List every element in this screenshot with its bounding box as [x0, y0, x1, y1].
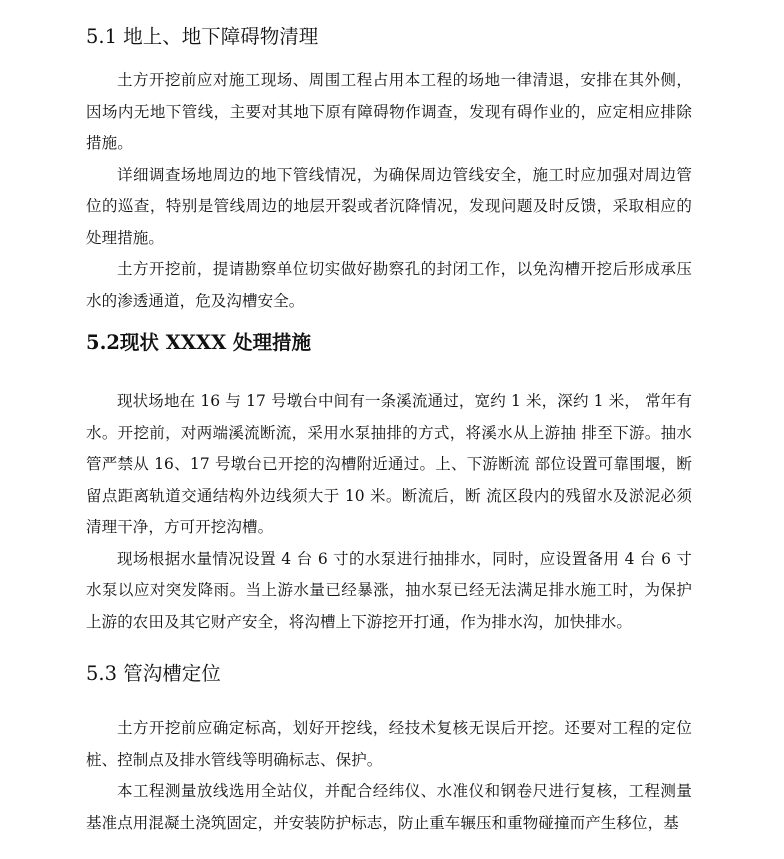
- paragraph: 土方开挖前应对施工现场、周围工程占用本工程的场地一律清退，安排在其外侧，因场内无地下管线，主要对其地下原有障碍物作调查，发现有碍作业的，应定相应排除措施。: [86, 71, 692, 152]
- paragraph: 土方开挖前应确定标高，划好开挖线，经技术复核无误后开挖。还要对工程的定位桩、控制点及排水管线等明确标志、保护。: [86, 719, 692, 769]
- paragraph: 本工程测量放线选用全站仪，并配合经纬仪、水准仪和钢卷尺进行复核，工程测量基准点用混凝土浇筑固定，并安装防护标志，防止重车辗压和重物碰撞而产生移位，基: [86, 782, 692, 832]
- paragraph: 现状场地在 16 与 17 号墩台中间有一条溪流通过，宽约 1 米，深约 1 米， 常年有水。开挖前，对两端溪流断流，采用水泵抽排的方式，将溪水从上游抽 排至下游。抽水管严禁从 16、17 号墩台已开挖的沟槽附近通过。上、下游断流 部位设置可靠围堰，断留点距离轨道交通结构外边线须大于 10 米。断流后，断 流区段内的残留水及淤泥必须清理干净，方可开挖沟槽。: [86, 392, 692, 536]
- section-heading-5-2: 5.2现状 XXXX 处理措施: [86, 331, 312, 354]
- paragraph: 土方开挖前，提请勘察单位切实做好勘察孔的封闭工作，以免沟槽开挖后形成承压水的渗透通道，危及沟槽安全。: [86, 260, 692, 310]
- paragraph: 现场根据水量情况设置 4 台 6 寸的水泵进行抽排水，同时，应设置备用 4 台 6 寸水泵以应对突发降雨。当上游水量已经暴涨，抽水泵已经无法满足排水施工时，为保护上游的农田及其它财产安全，将沟槽上下游挖开打通，作为排水沟，加快排水。: [86, 549, 692, 631]
- paragraph: 详细调查场地周边的地下管线情况，为确保周边管线安全，施工时应加强对周边管位的巡查，特别是管线周边的地层开裂或者沉降情况，发现问题及时反馈，采取相应的处理措施。: [86, 165, 692, 247]
- section-heading-5-1: 5.1 地上、地下障碍物清理: [86, 25, 319, 48]
- section-heading-5-3: 5.3 管沟槽定位: [86, 662, 221, 685]
- document-page: [86, 22, 692, 839]
